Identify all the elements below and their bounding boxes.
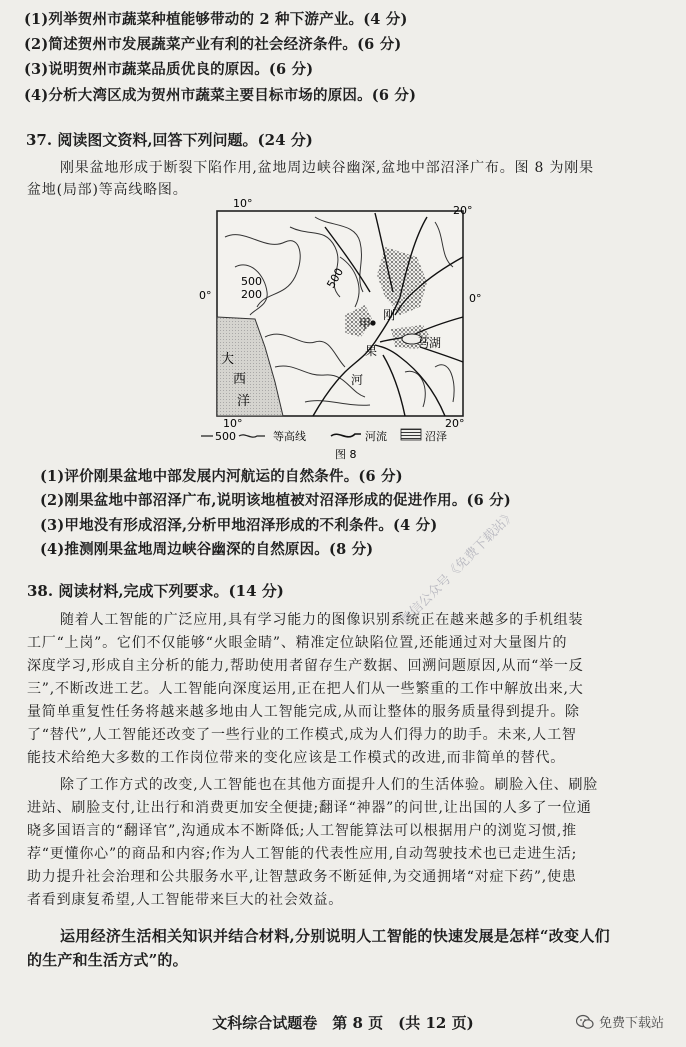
q36-item-3: (3)说明贺州市蔬菜品质优良的原因。(6 分) bbox=[24, 61, 314, 78]
lon-10-bottom: 10° bbox=[223, 417, 243, 430]
q37-intro-line-1: 刚果盆地形成于断裂下陷作用,盆地周边峡谷幽深,盆地中部沼泽广布。图 8 为刚果 bbox=[60, 160, 594, 176]
q36-item-4: (4)分析大湾区成为贺州市蔬菜主要目标市场的原因。(6 分) bbox=[24, 87, 417, 104]
q38-para2-line-1: 除了工作方式的改变,人工智能也在其他方面提升人们的生活体验。刷脸入住、刷脸 bbox=[60, 777, 599, 793]
brand-badge bbox=[576, 1012, 664, 1031]
q38-para1-line-1: 随着人工智能的广泛应用,具有学习能力的图像识别系统正在越来越多的手机组装 bbox=[60, 612, 584, 628]
lon-20-top: 20° bbox=[453, 204, 473, 217]
legend-marsh-swatch bbox=[401, 429, 421, 440]
q37-item-4: (4)推测刚果盆地周边峡谷幽深的自然原因。(8 分) bbox=[40, 541, 374, 558]
legend-contour-value: 500 bbox=[215, 430, 236, 443]
map-svg bbox=[195, 197, 495, 462]
ocean-label-xi: 西 bbox=[233, 372, 247, 387]
contour-label-500-a: 500 bbox=[241, 275, 262, 288]
figure-caption: 图 8 bbox=[335, 448, 357, 461]
river-label-gang: 刚 bbox=[383, 308, 396, 322]
q38-para2-line-6: 者看到康复希望,人工智能带来巨大的社会效益。 bbox=[27, 892, 344, 908]
ocean-label-da: 大 bbox=[221, 352, 235, 367]
q38-para2-line-4: 荐“更懂你心”的商品和内容;作为人工智能的代表性应用,自动驾驶技术也已走进生活; bbox=[27, 846, 578, 862]
legend-river-line bbox=[331, 434, 361, 437]
figure-8-contour-map bbox=[195, 197, 495, 462]
q36-item-1: (1)列举贺州市蔬菜种植能够带动的 2 种下游产业。(4 分) bbox=[24, 11, 408, 28]
jia-point bbox=[370, 320, 375, 325]
q38-para2-line-5: 助力提升社会治理和公共服务水平,让智慧政务不断延伸,为交通拥堵“对症下药”,使患 bbox=[27, 869, 577, 885]
q38-para1-line-3: 深度学习,形成自主分析的能力,帮助使用者留存生产数据、回溯问题原因,从而“举一反 bbox=[27, 658, 584, 674]
lat-0-right: 0° bbox=[469, 292, 482, 305]
river-label-he: 河 bbox=[351, 373, 364, 387]
watermark-text: 微信公众号《免费下载站》 bbox=[397, 507, 519, 629]
q38-para1-line-2: 工厂“上岗”。它们不仅能够“火眼金睛”、精准定位缺陷位置,还能通过对大量图片的 bbox=[27, 635, 568, 651]
q38-para2-line-3: 晓多国语言的“翻译官”,沟通成本不断降低;人工智能算法可以根据用户的浏览习惯,推 bbox=[27, 823, 577, 839]
map-legend bbox=[201, 429, 447, 443]
q38-heading: 38. 阅读材料,完成下列要求。(14 分) bbox=[27, 582, 284, 600]
place-label-jia: 甲 bbox=[359, 317, 372, 331]
page-footer: 文科综合试题卷 第 8 页 (共 12 页) bbox=[212, 1014, 474, 1032]
legend-marsh-label: 沼泽 bbox=[425, 430, 447, 443]
lake-label: 马湖 bbox=[417, 336, 442, 350]
legend-contour-label: 等高线 bbox=[273, 430, 306, 443]
q37-item-1: (1)评价刚果盆地中部发展内河航运的自然条件。(6 分) bbox=[40, 468, 403, 485]
wechat-icon bbox=[576, 1014, 594, 1030]
q37-intro-line-2: 盆地(局部)等高线略图。 bbox=[27, 182, 188, 198]
q37-heading: 37. 阅读图文资料,回答下列问题。(24 分) bbox=[26, 131, 313, 149]
brand-label: 免费下载站 bbox=[598, 1016, 664, 1031]
lon-10-top: 10° bbox=[233, 197, 253, 210]
legend-river-label: 河流 bbox=[365, 430, 387, 443]
lat-0-left: 0° bbox=[199, 289, 212, 302]
q38-para1-line-4: 三”,不断改进工艺。人工智能向深度运用,正在把人们从一些繁重的工作中解放出来,大 bbox=[27, 681, 584, 697]
q38-para2-line-2: 进站、刷脸支付,让出行和消费更加安全便捷;翻译“神器”的问世,让出国的人多了一位通 bbox=[27, 800, 592, 816]
q37-item-3: (3)甲地没有形成沼泽,分析甲地沼泽形成的不利条件。(4 分) bbox=[40, 517, 438, 534]
river-label-guo: 果 bbox=[365, 344, 378, 358]
q38-para1-line-5: 量简单重复性任务将越来越多地由人工智能完成,从而让整体的服务质量得到提升。除 bbox=[27, 704, 580, 720]
q38-task-line-1: 运用经济生活相关知识并结合材料,分别说明人工智能的快速发展是怎样“改变人们 bbox=[60, 927, 610, 945]
q38-task-line-2: 的生产和生活方式”的。 bbox=[27, 951, 188, 969]
lon-20-bottom: 20° bbox=[445, 417, 465, 430]
q38-para1-line-6: 了“替代”,人工智能还改变了一些行业的工作模式,成为人们得力的助手。未来,人工智 bbox=[27, 727, 577, 743]
q38-para1-line-7: 能技术给绝大多数的工作岗位带来的变化应该是工作模式的改进,而非简单的替代。 bbox=[27, 750, 566, 766]
contour-label-200: 200 bbox=[241, 288, 262, 301]
contour-label-500-b: 500 bbox=[324, 265, 347, 291]
ocean-label-yang: 洋 bbox=[237, 394, 251, 409]
q36-item-2: (2)简述贺州市发展蔬菜产业有利的社会经济条件。(6 分) bbox=[24, 36, 402, 53]
q37-item-2: (2)刚果盆地中部沼泽广布,说明该地植被对沼泽形成的促进作用。(6 分) bbox=[40, 492, 511, 509]
